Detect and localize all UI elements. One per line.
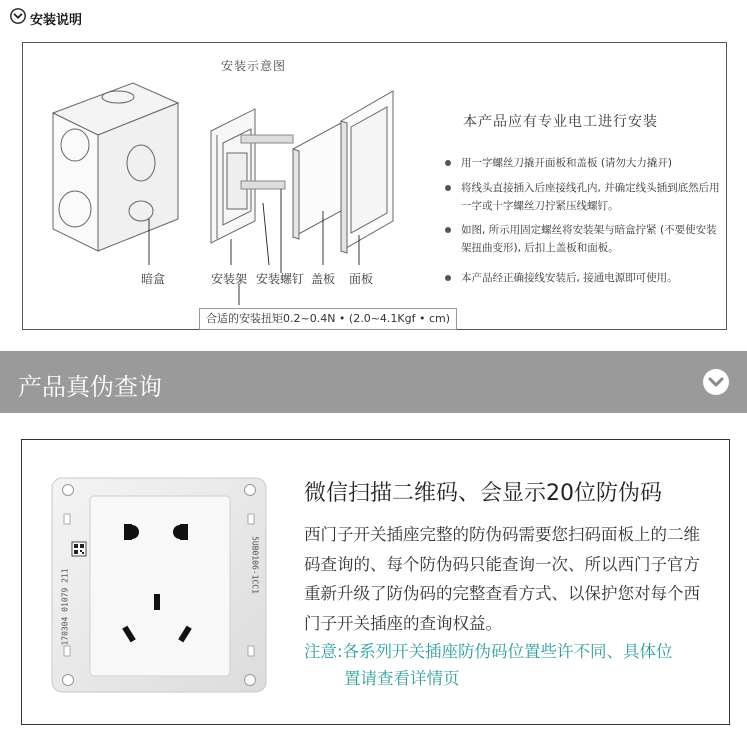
- plate-model-text: 5UB0106-1CC1: [250, 536, 260, 594]
- plate-serial-text: 170304 01079 211: [60, 568, 70, 646]
- verify-body-text: 西门子开关插座完整的防伪码需要您扫码面板上的二维码查询的、每个防伪码只能查询一次、所以西门子官方重新升级了防伪码的完整查看方式、以保护您对每个西门子开关插座的查询权益。: [304, 525, 700, 633]
- install-heading: 本产品应有专业电工进行安装: [463, 114, 658, 130]
- install-note: [445, 269, 725, 287]
- face-panel-drawing: [341, 91, 393, 253]
- bullet-icon: [445, 160, 451, 166]
- install-note-text: 用一字螺丝刀撬开面板和盖板 (请勿大力撬开): [461, 157, 673, 169]
- verification-box: [21, 439, 730, 725]
- chevron-down-circle-icon[interactable]: [10, 8, 26, 24]
- verify-heading: 微信扫描二维码、会显示20位防伪码: [304, 481, 662, 506]
- bullet-icon: [445, 275, 451, 281]
- cover-plate-drawing: [293, 123, 341, 239]
- label-back-box: 暗盒: [141, 272, 166, 286]
- install-note: [445, 154, 725, 172]
- chevron-down-circle-icon[interactable]: [702, 368, 730, 396]
- verify-note-line-2: 置请查看详情页: [344, 669, 460, 688]
- install-note-text: 如图, 所示用固定螺丝将安装架与暗盒拧紧 (不要使安装架扭曲变形), 后扣上盖板和面板。: [461, 224, 717, 254]
- plate-model: [248, 520, 262, 610]
- install-diagram-panel: [22, 42, 727, 330]
- banner-title: 产品真伪查询: [18, 373, 162, 401]
- label-face-panel: 面板: [349, 272, 374, 286]
- back-box-drawing: [53, 83, 178, 251]
- torque-spec: 合适的安装扭矩0.2~0.4N • (2.0~4.1Kgf • cm): [199, 308, 457, 330]
- install-note-text: 本产品经正确接线安装后, 接通电源即可使用。: [461, 272, 678, 284]
- section-header: [0, 0, 747, 34]
- plate-serial: [58, 562, 72, 652]
- label-mounting-screw: 安装螺钉: [256, 272, 305, 286]
- bullet-icon: [445, 185, 451, 191]
- socket-plate-image: [50, 476, 268, 694]
- label-mounting-frame: 安装架: [211, 272, 248, 286]
- verify-note: [304, 638, 714, 692]
- bullet-icon: [445, 227, 451, 233]
- label-cover-plate: 盖板: [311, 272, 336, 286]
- mounting-frame-drawing: [211, 109, 255, 243]
- install-note: [445, 221, 725, 257]
- install-note: [445, 179, 725, 215]
- authenticity-banner[interactable]: [0, 351, 747, 413]
- verify-note-line-1: 注意:各系列开关插座防伪码位置些许不同、具体位: [304, 642, 673, 661]
- install-note-text: 将线头直接插入后座接线孔内, 并确定线头插到底然后用一字或十字螺丝刀拧紧压线螺钉。: [461, 182, 720, 212]
- qr-code-icon: [72, 542, 86, 556]
- section-title: 安装说明: [30, 13, 83, 28]
- diagram-title: 安装示意图: [221, 59, 287, 73]
